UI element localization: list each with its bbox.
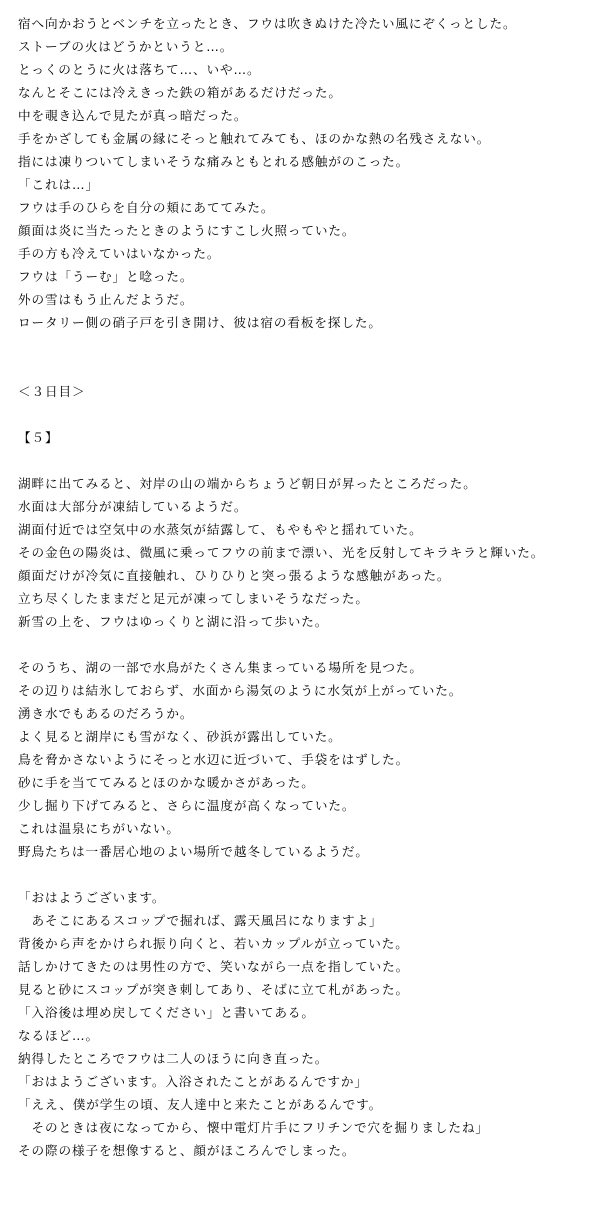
document-body: [18, 12, 598, 1162]
text-line: 鳥を脅かさないようにそっと水辺に近づいて、手袋をはずした。: [18, 752, 410, 767]
text-line: 顔面だけが冷気に直接触れ、ひりひりと突っ張るような感触があった。: [18, 568, 451, 583]
blank-line: [18, 633, 598, 656]
text-line: 指には凍りついてしまいそうな痛みともとれる感触がのこった。: [18, 154, 410, 169]
text-line: 「入浴後は埋め戻してください」と書いてある。: [18, 1005, 315, 1020]
blank-line: [18, 357, 598, 380]
text-line: 背後から声をかけられ振り向くと、若いカップルが立っていた。: [18, 936, 409, 951]
day-heading: ＜３日目＞: [18, 384, 86, 399]
text-line: 中を覗き込んで見たが真っ暗だった。: [18, 108, 248, 123]
text-line: 「これは…」: [18, 177, 99, 192]
text-line: 水面は大部分が凍結しているようだ。: [18, 499, 248, 514]
text-line: 外の雪はもう止んだようだ。: [18, 292, 194, 307]
chapter-heading: 【５】: [18, 430, 59, 445]
text-line: なるほど…。: [18, 1028, 99, 1043]
text-line: これは温泉にちがいない。: [18, 821, 180, 836]
blank-line: [18, 334, 598, 357]
text-line: 「ええ、僕が学生の頃、友人達中と来たことがあるんです。: [18, 1097, 383, 1112]
text-line: 見ると砂にスコップが突き刺してあり、そばに立て札があった。: [18, 982, 409, 997]
text-line: そのうち、湖の一部で水鳥がたくさん集まっている場所を見つた。: [18, 660, 423, 675]
text-line: ストーブの火はどうかというと…。: [18, 39, 234, 54]
text-line: 顔面は炎に当たったときのようにすこし火照っていた。: [18, 223, 356, 238]
text-line: ロータリー側の硝子戸を引き開け、彼は宿の看板を探した。: [18, 315, 382, 330]
text-line: 話しかけてきたのは男性の方で、笑いながら一点を指していた。: [18, 959, 410, 974]
text-line: 新雪の上を、フウはゆっくりと湖に沿って歩いた。: [18, 614, 329, 629]
text-line: 砂に手を当ててみるとほのかな暖かさがあった。: [18, 775, 315, 790]
text-line: 納得したところでフウは二人のほうに向き直った。: [18, 1051, 329, 1066]
blank-line: [18, 403, 598, 426]
text-line: 宿へ向かおうとベンチを立ったとき、フウは吹きぬけた冷たい風にぞくっとした。: [18, 16, 517, 31]
text-line: 手をかざしても金属の縁にそっと触れてみても、ほのかな熱の名残さえない。: [18, 131, 491, 146]
blank-line: [18, 863, 598, 886]
text-line: フウは手のひらを自分の頬にあててみた。: [18, 200, 275, 215]
text-line: 「おはようございます。: [18, 890, 166, 905]
text-line: その辺りは結氷しておらず、水面から湯気のように水気が上がっていた。: [18, 683, 463, 698]
text-line: そのときは夜になってから、懐中電灯片手にフリチンで穴を掘りましたね」: [18, 1120, 489, 1135]
text-line: とっくのとうに火は落ちて…、いや…。: [18, 62, 261, 77]
text-line: フウは「うーむ」と唸った。: [18, 269, 194, 284]
blank-line: [18, 449, 598, 472]
text-line: その金色の陽炎は、微風に乗ってフウの前まで漂い、光を反射してキラキラと輝いた。: [18, 545, 545, 560]
text-line: 湖面付近では空気中の水蒸気が結露して、もやもやと揺れていた。: [18, 522, 423, 537]
text-line: 野鳥たちは一番居心地のよい場所で越冬しているようだ。: [18, 844, 369, 859]
text-line: 「おはようございます。入浴されたことがあるんですか」: [18, 1074, 368, 1089]
text-line: 手の方も冷えていはいなかった。: [18, 246, 221, 261]
text-line: 湧き水でもあるのだろうか。: [18, 706, 194, 721]
text-line: その際の様子を想像すると、顔がほころんでしまった。: [18, 1143, 356, 1158]
text-line: よく見ると湖岸にも雪がなく、砂浜が露出していた。: [18, 729, 342, 744]
text-line: あそこにあるスコップで掘れば、露天風呂になりますよ」: [18, 913, 383, 928]
text-line: 少し掘り下げてみると、さらに温度が高くなっていた。: [18, 798, 356, 813]
text-line: 立ち尽くしたままだと足元が凍ってしまいそうなだった。: [18, 591, 369, 606]
text-line: なんとそこには冷えきった鉄の箱があるだけだった。: [18, 85, 342, 100]
text-line: 湖畔に出てみると、対岸の山の端からちょうど朝日が昇ったところだった。: [18, 476, 477, 491]
